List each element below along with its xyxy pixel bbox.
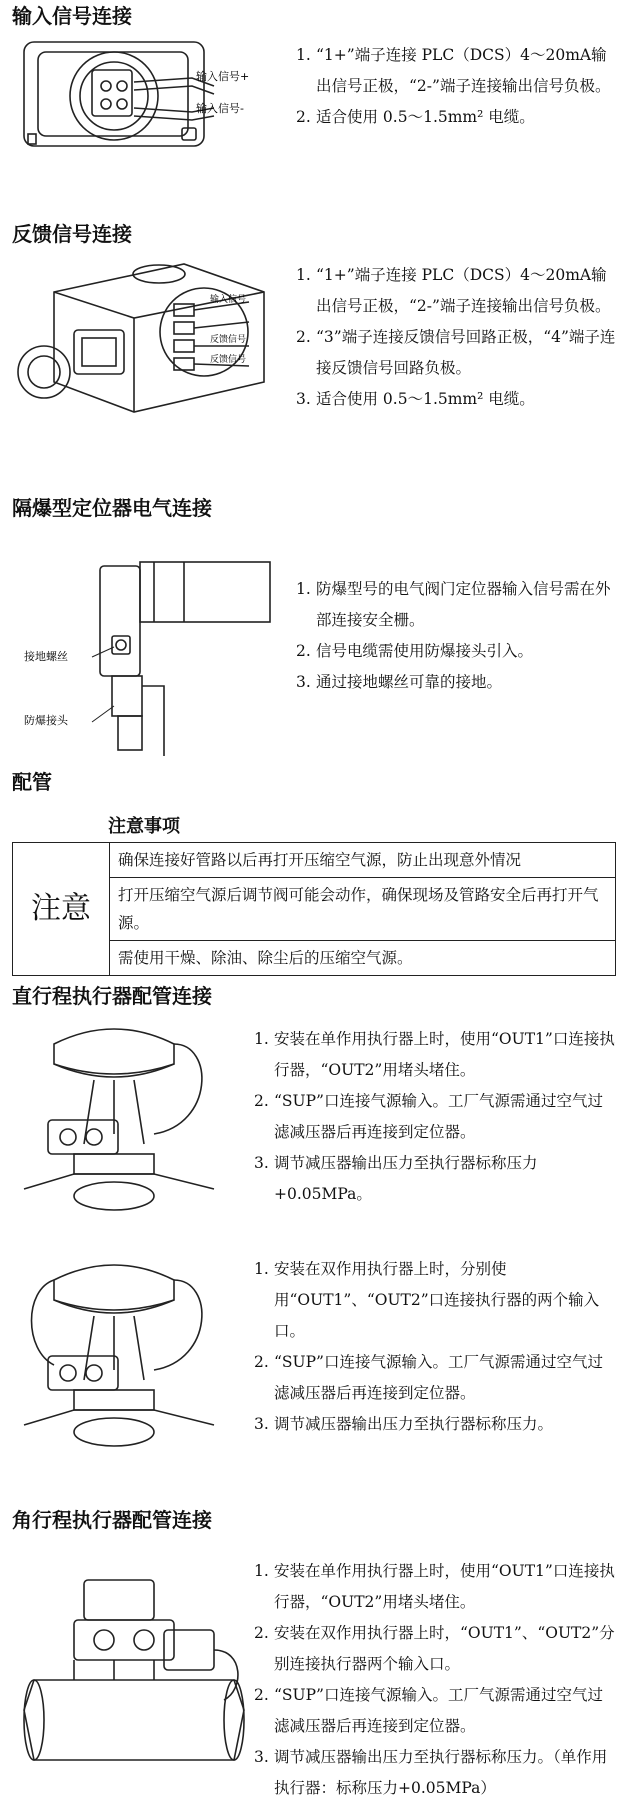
- section-title-piping: 配管: [12, 770, 52, 794]
- section-title-input-signal: 输入信号连接: [12, 4, 132, 28]
- list-item: 2. “3”端子连接反馈信号回路正极，“4”端子连接反馈信号回路负极。: [296, 328, 616, 377]
- table-cell: 需使用干燥、除油、除尘后的压缩空气源。: [110, 941, 616, 976]
- label-ground-screw: 接地螺丝: [24, 650, 68, 663]
- rotary-steps: [254, 1556, 618, 1804]
- table-row: [13, 843, 616, 878]
- list-item: 2. “SUP”口连接气源输入。工厂气源需通过空气过滤减压器后再连接到定位器。: [254, 1353, 603, 1402]
- label-explosion-connector: 防爆接头: [24, 714, 68, 727]
- list-item: 2. “SUP”口连接气源输入。工厂气源需通过空气过滤减压器后再连接到定位器。: [254, 1092, 603, 1141]
- input-signal-diagram: [14, 28, 254, 158]
- table-cell: 打开压缩空气源后调节阀可能会动作，确保现场及管路安全后再打开气源。: [110, 878, 616, 941]
- list-item: 1. 安装在双作用执行器上时，分别使用“OUT1”、“OUT2”口连接执行器的两个输入口。: [254, 1260, 600, 1340]
- label-input-signal: 输入信号: [210, 295, 247, 305]
- section-title-rotary-actuator: 角行程执行器配管连接: [12, 1508, 212, 1532]
- label-feedback-signal: 反馈信号: [210, 335, 247, 345]
- feedback-signal-diagram: [14, 252, 284, 442]
- list-item: 1. 安装在单作用执行器上时，使用“OUT1”口连接执行器，“OUT2”用堵头堵住。: [254, 1562, 615, 1611]
- linear-single-steps: [254, 1024, 618, 1210]
- list-item: 3. 调节减压器输出压力至执行器标称压力+0.05MPa。: [254, 1154, 538, 1203]
- label-feedback-signal-2: 反馈信号: [210, 355, 247, 365]
- notes-title: 注意事项: [108, 816, 180, 837]
- section-title-explosion-proof: 隔爆型定位器电气连接: [12, 496, 212, 520]
- list-item: 1. 防爆型号的电气阀门定位器输入信号需在外部连接安全栅。: [296, 580, 611, 629]
- list-item: 2. 安装在双作用执行器上时，“OUT1”、“OUT2”分别连接执行器两个输入口。: [254, 1624, 615, 1673]
- notes-label: 注意: [13, 843, 110, 976]
- table-cell: 确保连接好管路以后再打开压缩空气源，防止出现意外情况: [110, 843, 616, 878]
- notes-table: [12, 842, 616, 976]
- list-item: 3. 通过接地螺丝可靠的接地。: [296, 673, 503, 691]
- list-item: 3. 适合使用 0.5～1.5mm² 电缆。: [296, 390, 535, 408]
- list-item: 2. 信号电缆需使用防爆接头引入。: [296, 642, 534, 660]
- list-item: 2. 适合使用 0.5～1.5mm² 电缆。: [296, 108, 535, 126]
- list-item: 2. “SUP”口连接气源输入。工厂气源需通过空气过滤减压器后再连接到定位器。: [254, 1686, 603, 1735]
- linear-double-steps: [254, 1254, 618, 1440]
- list-item: 3. 调节减压器输出压力至执行器标称压力。（单作用执行器：标称压力+0.05MPa）: [254, 1748, 608, 1797]
- linear-double-acting-diagram: [14, 1250, 244, 1450]
- section-title-feedback-signal: 反馈信号连接: [12, 222, 132, 246]
- list-item: 1. “1+”端子连接 PLC（DCS）4～20mA输出信号正极，“2-”端子连接输出信号负极。: [296, 266, 611, 315]
- section-title-linear-actuator: 直行程执行器配管连接: [12, 984, 212, 1008]
- list-item: 1. 安装在单作用执行器上时，使用“OUT1”口连接执行器，“OUT2”用堵头堵住。: [254, 1030, 615, 1079]
- label-input-minus: 输入信号-: [196, 102, 244, 115]
- explosion-proof-diagram: [14, 556, 284, 756]
- input-steps: [296, 40, 618, 133]
- label-input-plus: 输入信号+: [196, 70, 250, 83]
- explosion-steps: [296, 574, 618, 698]
- list-item: 1. “1+”端子连接 PLC（DCS）4～20mA输出信号正极，“2-”端子连接输出信号负极。: [296, 46, 611, 95]
- linear-single-acting-diagram: [14, 1014, 244, 1214]
- feedback-steps: [296, 260, 618, 415]
- rotary-actuator-diagram: [14, 1560, 254, 1780]
- list-item: 3. 调节减压器输出压力至执行器标称压力。: [254, 1415, 554, 1433]
